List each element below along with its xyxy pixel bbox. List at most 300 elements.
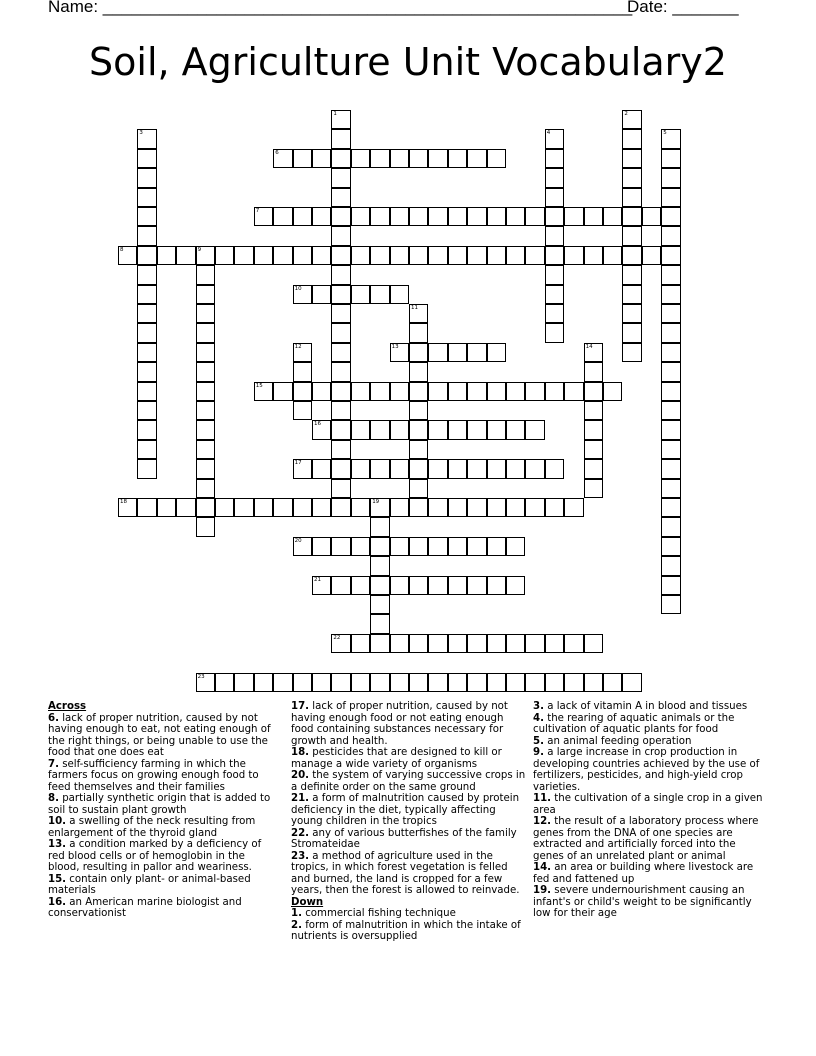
grid-cell[interactable] — [661, 420, 680, 439]
grid-cell[interactable] — [390, 420, 409, 439]
grid-cell[interactable] — [448, 576, 467, 595]
grid-cell[interactable] — [370, 149, 389, 168]
grid-cell[interactable] — [293, 362, 312, 381]
grid-cell[interactable] — [622, 304, 641, 323]
grid-cell[interactable] — [137, 285, 156, 304]
grid-cell[interactable] — [622, 673, 641, 692]
grid-cell[interactable] — [409, 323, 428, 342]
grid-cell[interactable] — [331, 129, 350, 148]
grid-cell[interactable] — [584, 362, 603, 381]
grid-cell[interactable] — [467, 149, 486, 168]
grid-cell[interactable] — [642, 207, 661, 226]
grid-cell[interactable] — [196, 304, 215, 323]
grid-cell[interactable] — [545, 285, 564, 304]
grid-cell[interactable] — [428, 343, 447, 362]
grid-cell[interactable] — [390, 459, 409, 478]
grid-cell[interactable] — [137, 188, 156, 207]
grid-cell[interactable] — [409, 576, 428, 595]
grid-cell[interactable] — [351, 207, 370, 226]
grid-cell[interactable] — [584, 634, 603, 653]
grid-cell[interactable] — [137, 168, 156, 187]
grid-cell[interactable] — [196, 440, 215, 459]
grid-cell[interactable] — [390, 382, 409, 401]
grid-cell[interactable] — [370, 556, 389, 575]
grid-cell[interactable] — [545, 168, 564, 187]
grid-cell[interactable] — [467, 537, 486, 556]
grid-cell[interactable] — [409, 420, 428, 439]
grid-cell[interactable] — [525, 382, 544, 401]
grid-cell[interactable] — [487, 207, 506, 226]
grid-cell[interactable] — [331, 246, 350, 265]
grid-cell[interactable] — [312, 673, 331, 692]
grid-cell[interactable] — [273, 673, 292, 692]
grid-cell[interactable] — [331, 401, 350, 420]
grid-cell[interactable] — [370, 246, 389, 265]
grid-cell[interactable] — [584, 440, 603, 459]
grid-cell[interactable] — [487, 149, 506, 168]
grid-cell[interactable] — [622, 285, 641, 304]
grid-cell[interactable] — [661, 595, 680, 614]
grid-cell[interactable] — [409, 207, 428, 226]
grid-cell[interactable] — [254, 673, 273, 692]
grid-cell[interactable] — [370, 634, 389, 653]
grid-cell[interactable] — [215, 498, 234, 517]
grid-cell[interactable] — [254, 382, 273, 401]
grid-cell[interactable] — [137, 226, 156, 245]
grid-cell[interactable] — [196, 498, 215, 517]
grid-cell[interactable] — [448, 673, 467, 692]
grid-cell[interactable] — [331, 382, 350, 401]
grid-cell[interactable] — [137, 401, 156, 420]
grid-cell[interactable] — [196, 246, 215, 265]
grid-cell[interactable] — [545, 634, 564, 653]
grid-cell[interactable] — [390, 207, 409, 226]
grid-cell[interactable] — [584, 459, 603, 478]
grid-cell[interactable] — [351, 246, 370, 265]
grid-cell[interactable] — [622, 168, 641, 187]
grid-cell[interactable] — [661, 459, 680, 478]
grid-cell[interactable] — [331, 149, 350, 168]
grid-cell[interactable] — [622, 246, 641, 265]
grid-cell[interactable] — [293, 343, 312, 362]
grid-cell[interactable] — [137, 149, 156, 168]
grid-cell[interactable] — [506, 420, 525, 439]
grid-cell[interactable] — [448, 149, 467, 168]
grid-cell[interactable] — [661, 498, 680, 517]
grid-cell[interactable] — [390, 673, 409, 692]
grid-cell[interactable] — [584, 246, 603, 265]
grid-cell[interactable] — [661, 265, 680, 284]
grid-cell[interactable] — [331, 362, 350, 381]
grid-cell[interactable] — [545, 149, 564, 168]
grid-cell[interactable] — [545, 246, 564, 265]
grid-cell[interactable] — [467, 576, 486, 595]
grid-cell[interactable] — [234, 246, 253, 265]
grid-cell[interactable] — [409, 479, 428, 498]
grid-cell[interactable] — [293, 401, 312, 420]
grid-cell[interactable] — [312, 459, 331, 478]
grid-cell[interactable] — [293, 673, 312, 692]
grid-cell[interactable] — [293, 498, 312, 517]
grid-cell[interactable] — [661, 285, 680, 304]
grid-cell[interactable] — [487, 537, 506, 556]
grid-cell[interactable] — [428, 382, 447, 401]
grid-cell[interactable] — [331, 285, 350, 304]
grid-cell[interactable] — [487, 673, 506, 692]
grid-cell[interactable] — [525, 459, 544, 478]
grid-cell[interactable] — [448, 634, 467, 653]
grid-cell[interactable] — [293, 285, 312, 304]
grid-cell[interactable] — [331, 498, 350, 517]
grid-cell[interactable] — [273, 149, 292, 168]
grid-cell[interactable] — [409, 673, 428, 692]
grid-cell[interactable] — [545, 188, 564, 207]
grid-cell[interactable] — [487, 420, 506, 439]
grid-cell[interactable] — [661, 479, 680, 498]
grid-cell[interactable] — [428, 498, 447, 517]
grid-cell[interactable] — [137, 265, 156, 284]
grid-cell[interactable] — [409, 382, 428, 401]
grid-cell[interactable] — [603, 673, 622, 692]
grid-cell[interactable] — [331, 459, 350, 478]
grid-cell[interactable] — [370, 498, 389, 517]
grid-cell[interactable] — [506, 673, 525, 692]
grid-cell[interactable] — [642, 246, 661, 265]
grid-cell[interactable] — [331, 420, 350, 439]
grid-cell[interactable] — [215, 673, 234, 692]
grid-cell[interactable] — [196, 285, 215, 304]
grid-cell[interactable] — [331, 634, 350, 653]
grid-cell[interactable] — [331, 168, 350, 187]
grid-cell[interactable] — [428, 246, 447, 265]
grid-cell[interactable] — [564, 673, 583, 692]
grid-cell[interactable] — [448, 382, 467, 401]
grid-cell[interactable] — [467, 634, 486, 653]
grid-cell[interactable] — [467, 343, 486, 362]
grid-cell[interactable] — [506, 246, 525, 265]
grid-cell[interactable] — [118, 498, 137, 517]
grid-cell[interactable] — [661, 129, 680, 148]
grid-cell[interactable] — [370, 459, 389, 478]
grid-cell[interactable] — [157, 498, 176, 517]
grid-cell[interactable] — [390, 498, 409, 517]
grid-cell[interactable] — [331, 673, 350, 692]
grid-cell[interactable] — [584, 420, 603, 439]
grid-cell[interactable] — [370, 673, 389, 692]
grid-cell[interactable] — [312, 576, 331, 595]
grid-cell[interactable] — [428, 207, 447, 226]
grid-cell[interactable] — [545, 265, 564, 284]
grid-cell[interactable] — [428, 459, 447, 478]
grid-cell[interactable] — [351, 537, 370, 556]
grid-cell[interactable] — [370, 576, 389, 595]
grid-cell[interactable] — [137, 304, 156, 323]
grid-cell[interactable] — [390, 285, 409, 304]
grid-cell[interactable] — [390, 576, 409, 595]
grid-cell[interactable] — [545, 673, 564, 692]
grid-cell[interactable] — [370, 614, 389, 633]
grid-cell[interactable] — [545, 304, 564, 323]
grid-cell[interactable] — [293, 246, 312, 265]
grid-cell[interactable] — [196, 265, 215, 284]
grid-cell[interactable] — [584, 207, 603, 226]
grid-cell[interactable] — [467, 459, 486, 478]
grid-cell[interactable] — [564, 246, 583, 265]
grid-cell[interactable] — [409, 498, 428, 517]
grid-cell[interactable] — [506, 634, 525, 653]
grid-cell[interactable] — [409, 362, 428, 381]
grid-cell[interactable] — [487, 498, 506, 517]
grid-cell[interactable] — [603, 382, 622, 401]
grid-cell[interactable] — [448, 343, 467, 362]
grid-cell[interactable] — [370, 420, 389, 439]
grid-cell[interactable] — [622, 110, 641, 129]
grid-cell[interactable] — [487, 343, 506, 362]
grid-cell[interactable] — [196, 343, 215, 362]
grid-cell[interactable] — [312, 420, 331, 439]
grid-cell[interactable] — [273, 207, 292, 226]
grid-cell[interactable] — [331, 207, 350, 226]
grid-cell[interactable] — [390, 634, 409, 653]
grid-cell[interactable] — [351, 285, 370, 304]
grid-cell[interactable] — [661, 556, 680, 575]
grid-cell[interactable] — [661, 576, 680, 595]
grid-cell[interactable] — [622, 207, 641, 226]
grid-cell[interactable] — [448, 420, 467, 439]
grid-cell[interactable] — [196, 401, 215, 420]
grid-cell[interactable] — [545, 323, 564, 342]
grid-cell[interactable] — [545, 498, 564, 517]
grid-cell[interactable] — [409, 246, 428, 265]
grid-cell[interactable] — [176, 246, 195, 265]
grid-cell[interactable] — [506, 459, 525, 478]
grid-cell[interactable] — [661, 246, 680, 265]
grid-cell[interactable] — [545, 459, 564, 478]
grid-cell[interactable] — [196, 517, 215, 536]
grid-cell[interactable] — [603, 246, 622, 265]
grid-cell[interactable] — [215, 246, 234, 265]
grid-cell[interactable] — [273, 498, 292, 517]
grid-cell[interactable] — [448, 459, 467, 478]
grid-cell[interactable] — [487, 246, 506, 265]
grid-cell[interactable] — [137, 129, 156, 148]
grid-cell[interactable] — [467, 207, 486, 226]
grid-cell[interactable] — [331, 537, 350, 556]
grid-cell[interactable] — [196, 479, 215, 498]
grid-cell[interactable] — [370, 517, 389, 536]
grid-cell[interactable] — [428, 537, 447, 556]
grid-cell[interactable] — [467, 382, 486, 401]
grid-cell[interactable] — [351, 420, 370, 439]
grid-cell[interactable] — [661, 343, 680, 362]
grid-cell[interactable] — [312, 498, 331, 517]
grid-cell[interactable] — [506, 537, 525, 556]
grid-cell[interactable] — [622, 265, 641, 284]
grid-cell[interactable] — [448, 246, 467, 265]
grid-cell[interactable] — [661, 168, 680, 187]
grid-cell[interactable] — [409, 149, 428, 168]
grid-cell[interactable] — [196, 382, 215, 401]
grid-cell[interactable] — [312, 537, 331, 556]
grid-cell[interactable] — [137, 362, 156, 381]
grid-cell[interactable] — [584, 479, 603, 498]
grid-cell[interactable] — [525, 207, 544, 226]
grid-cell[interactable] — [196, 362, 215, 381]
grid-cell[interactable] — [428, 420, 447, 439]
grid-cell[interactable] — [467, 498, 486, 517]
grid-cell[interactable] — [661, 362, 680, 381]
grid-cell[interactable] — [351, 634, 370, 653]
grid-cell[interactable] — [409, 537, 428, 556]
grid-cell[interactable] — [584, 343, 603, 362]
grid-cell[interactable] — [661, 382, 680, 401]
grid-cell[interactable] — [661, 207, 680, 226]
grid-cell[interactable] — [293, 382, 312, 401]
grid-cell[interactable] — [234, 498, 253, 517]
grid-cell[interactable] — [331, 110, 350, 129]
grid-cell[interactable] — [564, 382, 583, 401]
grid-cell[interactable] — [351, 498, 370, 517]
grid-cell[interactable] — [331, 323, 350, 342]
grid-cell[interactable] — [545, 207, 564, 226]
grid-cell[interactable] — [448, 537, 467, 556]
grid-cell[interactable] — [331, 265, 350, 284]
grid-cell[interactable] — [661, 401, 680, 420]
grid-cell[interactable] — [351, 673, 370, 692]
grid-cell[interactable] — [331, 304, 350, 323]
grid-cell[interactable] — [506, 498, 525, 517]
grid-cell[interactable] — [661, 517, 680, 536]
grid-cell[interactable] — [545, 226, 564, 245]
grid-cell[interactable] — [331, 440, 350, 459]
grid-cell[interactable] — [390, 149, 409, 168]
grid-cell[interactable] — [254, 246, 273, 265]
grid-cell[interactable] — [661, 188, 680, 207]
grid-cell[interactable] — [525, 634, 544, 653]
grid-cell[interactable] — [661, 226, 680, 245]
grid-cell[interactable] — [196, 323, 215, 342]
grid-cell[interactable] — [293, 149, 312, 168]
grid-cell[interactable] — [409, 634, 428, 653]
grid-cell[interactable] — [137, 498, 156, 517]
grid-cell[interactable] — [506, 576, 525, 595]
grid-cell[interactable] — [312, 285, 331, 304]
grid-cell[interactable] — [603, 207, 622, 226]
grid-cell[interactable] — [370, 382, 389, 401]
grid-cell[interactable] — [331, 343, 350, 362]
grid-cell[interactable] — [584, 382, 603, 401]
grid-cell[interactable] — [196, 673, 215, 692]
grid-cell[interactable] — [661, 149, 680, 168]
grid-cell[interactable] — [409, 304, 428, 323]
grid-cell[interactable] — [273, 382, 292, 401]
grid-cell[interactable] — [390, 246, 409, 265]
grid-cell[interactable] — [137, 323, 156, 342]
grid-cell[interactable] — [273, 246, 292, 265]
grid-cell[interactable] — [661, 304, 680, 323]
grid-cell[interactable] — [351, 382, 370, 401]
grid-cell[interactable] — [622, 343, 641, 362]
grid-cell[interactable] — [176, 498, 195, 517]
grid-cell[interactable] — [448, 207, 467, 226]
grid-cell[interactable] — [564, 634, 583, 653]
grid-cell[interactable] — [331, 576, 350, 595]
grid-cell[interactable] — [467, 420, 486, 439]
grid-cell[interactable] — [137, 207, 156, 226]
grid-cell[interactable] — [312, 382, 331, 401]
grid-cell[interactable] — [487, 576, 506, 595]
grid-cell[interactable] — [196, 420, 215, 439]
grid-cell[interactable] — [622, 129, 641, 148]
grid-cell[interactable] — [448, 498, 467, 517]
grid-cell[interactable] — [467, 246, 486, 265]
grid-cell[interactable] — [293, 537, 312, 556]
grid-cell[interactable] — [564, 207, 583, 226]
grid-cell[interactable] — [137, 343, 156, 362]
grid-cell[interactable] — [351, 459, 370, 478]
grid-cell[interactable] — [525, 420, 544, 439]
grid-cell[interactable] — [137, 246, 156, 265]
grid-cell[interactable] — [545, 129, 564, 148]
grid-cell[interactable] — [331, 226, 350, 245]
grid-cell[interactable] — [351, 576, 370, 595]
grid-cell[interactable] — [370, 207, 389, 226]
grid-cell[interactable] — [409, 440, 428, 459]
grid-cell[interactable] — [157, 246, 176, 265]
grid-cell[interactable] — [293, 207, 312, 226]
grid-cell[interactable] — [467, 673, 486, 692]
grid-cell[interactable] — [137, 420, 156, 439]
grid-cell[interactable] — [370, 285, 389, 304]
grid-cell[interactable] — [525, 673, 544, 692]
grid-cell[interactable] — [661, 440, 680, 459]
grid-cell[interactable] — [622, 188, 641, 207]
grid-cell[interactable] — [312, 207, 331, 226]
grid-cell[interactable] — [622, 323, 641, 342]
grid-cell[interactable] — [312, 246, 331, 265]
grid-cell[interactable] — [622, 226, 641, 245]
grid-cell[interactable] — [428, 634, 447, 653]
grid-cell[interactable] — [254, 207, 273, 226]
grid-cell[interactable] — [390, 343, 409, 362]
grid-cell[interactable] — [370, 595, 389, 614]
grid-cell[interactable] — [584, 673, 603, 692]
grid-cell[interactable] — [661, 323, 680, 342]
grid-cell[interactable] — [525, 498, 544, 517]
grid-cell[interactable] — [487, 382, 506, 401]
grid-cell[interactable] — [331, 479, 350, 498]
grid-cell[interactable] — [584, 401, 603, 420]
grid-cell[interactable] — [661, 537, 680, 556]
grid-cell[interactable] — [506, 207, 525, 226]
grid-cell[interactable] — [428, 576, 447, 595]
grid-cell[interactable] — [564, 498, 583, 517]
grid-cell[interactable] — [409, 459, 428, 478]
grid-cell[interactable] — [312, 149, 331, 168]
grid-cell[interactable] — [137, 459, 156, 478]
grid-cell[interactable] — [137, 440, 156, 459]
grid-cell[interactable] — [196, 459, 215, 478]
grid-cell[interactable] — [370, 537, 389, 556]
grid-cell[interactable] — [331, 188, 350, 207]
grid-cell[interactable] — [622, 149, 641, 168]
grid-cell[interactable] — [409, 401, 428, 420]
grid-cell[interactable] — [293, 459, 312, 478]
grid-cell[interactable] — [545, 382, 564, 401]
grid-cell[interactable] — [506, 382, 525, 401]
grid-cell[interactable] — [137, 382, 156, 401]
grid-cell[interactable] — [390, 537, 409, 556]
